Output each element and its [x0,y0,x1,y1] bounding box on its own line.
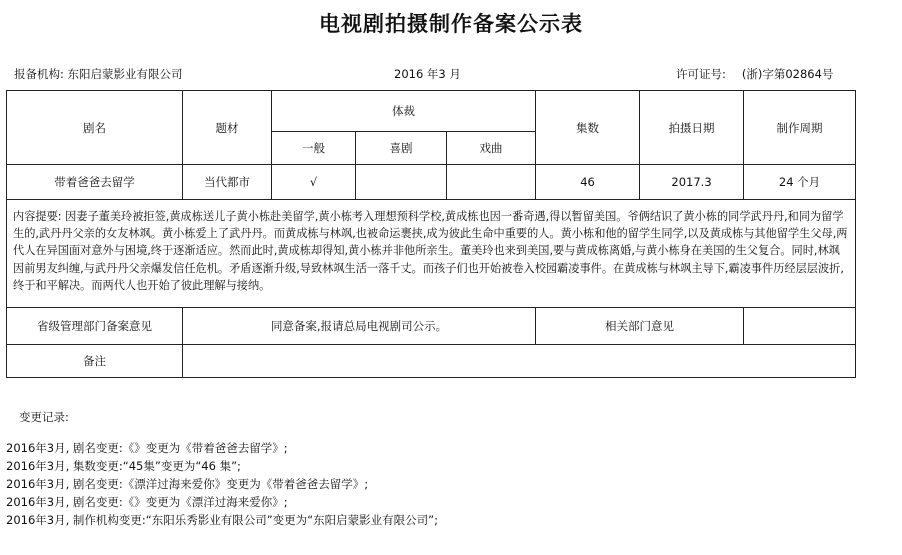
remark-label: 备注 [7,345,183,378]
filing-table [6,90,856,378]
reporting-org-label: 报备机构: [14,67,64,81]
shoot-date-cell: 2017.3 [640,165,744,200]
change-record-line: 2016年3月, 集数变更:“45集”变更为“46 集”; [6,459,241,473]
col-genre-header: 题材 [183,91,272,165]
drama-title-cell: 带着爸爸去留学 [7,165,183,200]
synopsis-text: 内容提要: 因妻子董美玲被拒签,黄成栋送儿子黄小栋赴美留学,黄小栋考入理想预科学校,黄成栋也因一番奇遇,得以暂留美国。爷俩结识了黄小栋的同学武丹丹,和同为留学生的,武丹丹父亲的女友林飒。黄小栋爱上了武丹丹。而黄成栋与林飒,也被命运裹挟,成为彼此生命中重要的人。黄小栋和他的留学生同学,以及黄成栋与其他留学生父母,两代人在异国面对意外与困境,终于逐渐适应。然而此时,黄成栋却得知,黄小栋并非他所亲生。董美玲也来到美国,要与黄成栋离婚,与黄小栋身在美国的生父复合。同时,林飒因前男友纠缠,与武丹丹父亲爆发信任危机。矛盾逐渐升级,导致林飒生活一落千丈。而孩子们也开始被卷入校园霸凌事件。在黄成栋与林飒主导下,霸凌事件历经层层波折,终于和平解决。而两代人也开始了彼此理解与接纳。 [7,200,856,308]
col-type-header: 体裁 [272,91,536,132]
cycle-cell: 24 个月 [744,165,856,200]
opinion-row [7,308,856,345]
change-record-line: 2016年3月, 制作机构变更:“东阳乐秀影业有限公司”变更为“东阳启蒙影业有限公司”; [6,513,438,527]
type-opera-cell [447,165,536,200]
table-row [7,165,856,200]
change-records-heading: 变更记录: [19,410,69,424]
type-general-cell: √ [272,165,356,200]
episodes-cell: 46 [536,165,640,200]
license-number [676,66,833,82]
type-comedy-cell [356,165,447,200]
license-value: (浙)字第02864号 [741,67,834,81]
license-label: 许可证号: [676,67,726,81]
synopsis-row [7,200,856,308]
type-opera-header: 戏曲 [447,132,536,165]
type-general-header: 一般 [272,132,356,165]
change-record-line: 2016年3月, 剧名变更:《》变更为《漂洋过海来爱你》; [6,495,288,509]
genre-cell: 当代都市 [183,165,272,200]
col-shoot-date-header: 拍摄日期 [640,91,744,165]
change-record-line: 2016年3月, 剧名变更:《漂洋过海来爱你》变更为《带着爸爸去留学》; [6,477,369,491]
type-comedy-header: 喜剧 [356,132,447,165]
provincial-opinion-label: 省级管理部门备案意见 [7,308,183,345]
reporting-org [14,66,183,82]
related-opinion-value [744,308,856,345]
change-record-line: 2016年3月, 剧名变更:《》变更为《带着爸爸去留学》; [6,441,288,455]
col-cycle-header: 制作周期 [744,91,856,165]
provincial-opinion-value: 同意备案,报请总局电视剧司公示。 [183,308,536,345]
page-title: 电视剧拍摄制作备案公示表 [319,12,583,36]
report-date: 2016 年3 月 [394,67,461,81]
reporting-org-value: 东阳启蒙影业有限公司 [67,67,183,81]
header-row [7,91,856,132]
related-opinion-label: 相关部门意见 [536,308,744,345]
col-episodes-header: 集数 [536,91,640,165]
remark-value [183,345,856,378]
remark-row [7,345,856,378]
col-title-header: 剧名 [7,91,183,165]
